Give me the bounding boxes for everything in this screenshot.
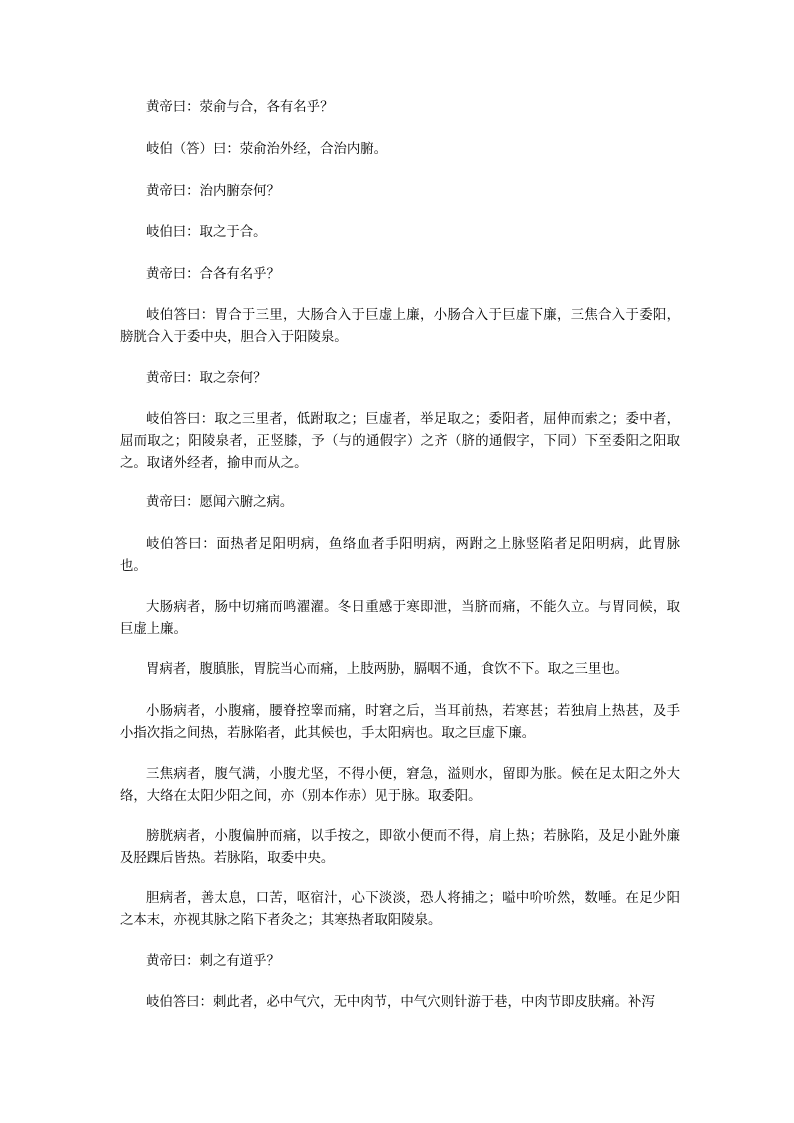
paragraph-12: 胃病者，腹䐜胀，胃脘当心而痛，上肢两胁，膈咽不通，食饮不下。取之三里也。 [146, 662, 629, 677]
paragraph-11: 大肠病者，肠中切痛而鸣濯濯。冬日重感于寒即泄，当脐而痛，不能久立。与胃同候，取巨虚上廉。 [120, 600, 680, 637]
paragraph-5: 黄帝曰：合各有名乎？ [146, 267, 280, 282]
paragraph-9: 黄帝曰：愿闻六腑之病。 [146, 495, 294, 510]
paragraph-4: 岐伯曰：取之于合。 [146, 225, 267, 240]
paragraph-8: 岐伯答曰：取之三里者，低跗取之；巨虚者，举足取之；委阳者，屈伸而索之；委中者，屈而取之；阳陵泉者，正竖膝，予（与的通假字）之齐（脐的通假字，下同）下至委阳之阳取之。取诸外经者，揄申而从之。 [120, 412, 680, 471]
paragraph-1: 黄帝曰：荥俞与合，各有名乎？ [146, 100, 334, 115]
paragraph-2: 岐伯（答）曰：荥俞治外经，合治内腑。 [146, 142, 388, 157]
paragraph-7: 黄帝曰：取之奈何？ [146, 371, 267, 386]
paragraph-13: 小肠病者，小腹痛，腰脊控睾而痛，时窘之后，当耳前热，若寒甚；若独肩上热甚，及手小指次指之间热，若脉陷者，此其候也，手太阳病也。取之巨虚下廉。 [120, 704, 680, 741]
paragraph-16: 胆病者，善太息，口苦，呕宿汁，心下淡淡，恐人将捕之；嗌中吤吤然，数唾。在足少阳之本末，亦视其脉之陷下者灸之；其寒热者取阳陵泉。 [120, 891, 680, 928]
paragraph-18: 岐伯答曰：刺此者，必中气穴，无中肉节，中气穴则针游于巷，中肉节即皮肤痛。补泻 [146, 995, 655, 1010]
paragraph-10: 岐伯答曰：面热者足阳明病，鱼络血者手阳明病，两跗之上脉竖陷者足阳明病，此胃脉也。 [120, 537, 680, 574]
paragraph-15: 膀胱病者，小腹偏肿而痛，以手按之，即欲小便而不得，肩上热；若脉陷，及足小趾外廉及胫踝后皆热。若脉陷，取委中央。 [120, 829, 680, 866]
paragraph-6: 岐伯答曰：胃合于三里，大肠合入于巨虚上廉，小肠合入于巨虚下廉，三焦合入于委阳，膀胱合入于委中央，胆合入于阳陵泉。 [120, 308, 680, 345]
paragraph-14: 三焦病者，腹气满，小腹尤坚，不得小便，窘急，溢则水，留即为胀。候在足太阳之外大络，大络在太阳少阳之间，亦（别本作赤）见于脉。取委阳。 [120, 767, 680, 804]
paragraph-17: 黄帝曰：刺之有道乎？ [146, 954, 280, 969]
paragraph-3: 黄帝曰：治内腑奈何？ [146, 184, 280, 199]
